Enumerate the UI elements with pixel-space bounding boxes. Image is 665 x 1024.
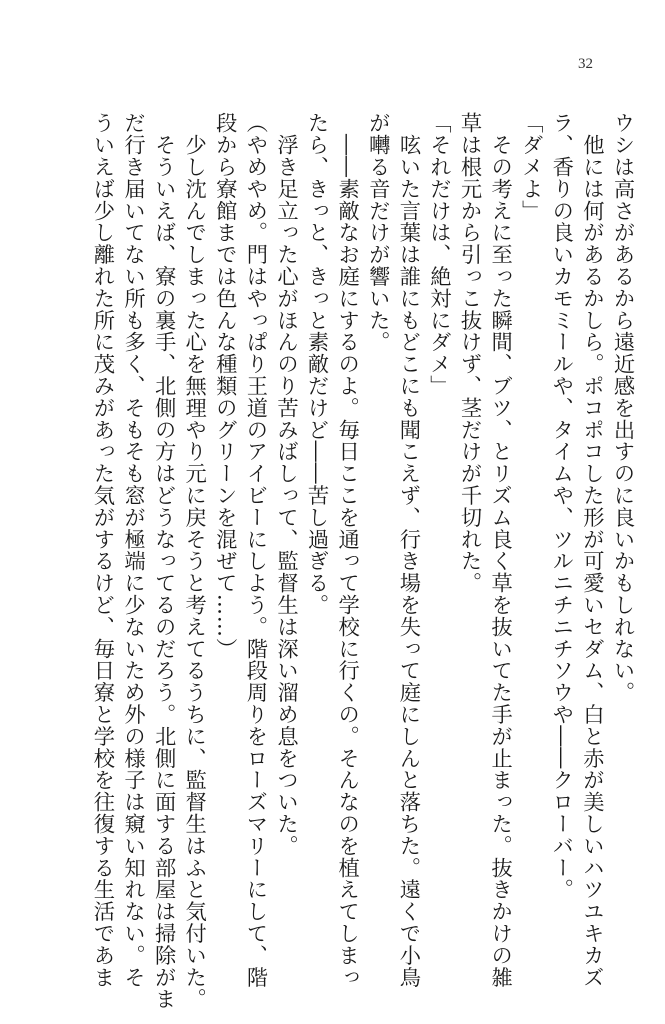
text-line-13: （やめやめ。門はやっぱり王道のアイビーにしよう。階段周りをローズマリーにして、階 bbox=[242, 112, 268, 988]
text-line-9: が囀る音だけが響いた。 bbox=[365, 112, 391, 353]
vertical-text-body bbox=[86, 112, 637, 1010]
text-line-3: ラ、香りの良いカモミールや、タイムや、ツルニチニチソウや――クローバー。 bbox=[548, 112, 574, 901]
page-number: 32 bbox=[578, 56, 593, 72]
text-line-17: だ行き届いてない所も多く、そもそも窓が極端に少ないため外の様子は窺い知れない。そ bbox=[120, 112, 146, 988]
text-line-14: 段から寮館までは色んな種類のグリーンを混ぜて……） bbox=[212, 112, 238, 660]
text-line-11: たら、きっと、きっと素敵だけど――苦し過ぎる。 bbox=[304, 112, 330, 616]
text-line-6: 草は根元から引っこ抜けず、茎だけが千切れた。 bbox=[457, 112, 483, 594]
text-line-4: 「ダメよ」 bbox=[518, 112, 544, 222]
text-line-5: その考えに至った瞬間、ブツ、とリズム良く草を抜いてた手が止まった。抜きかけの雑 bbox=[487, 112, 513, 988]
text-line-2: 他には何があるかしら。ポコポコした形が可愛いセダム、白と赤が美しいハツユキカズ bbox=[579, 112, 605, 988]
text-line-15: 少し沈んでしまった心を無理やり元に戻そうと考えてるうちに、監督生はふと気付いた。 bbox=[181, 112, 207, 1010]
text-line-12: 浮き足立った心がほんのり苦みばしって、監督生は深い溜め息をついた。 bbox=[273, 112, 299, 857]
text-line-1: ウシは高さがあるから遠近感を出すのに良いかもしれない。 bbox=[610, 112, 635, 704]
text-line-16: そういえば、寮の裏手、北側の方はどうなってるのだろう。北側に面する部屋は掃除がま bbox=[151, 112, 177, 1010]
text-line-7: 「それだけは、絶対にダメ」 bbox=[426, 112, 452, 397]
text-line-18: ういえば少し離れた所に茂みがあった気がするけど、毎日寮と学校を往復する生活であま bbox=[89, 112, 115, 988]
text-line-10: ――素敵なお庭にするのよ。毎日ここを通って学校に行くの。そんなのを植えてしまっ bbox=[334, 112, 360, 988]
text-line-8: 呟いた言葉は誰にもどこにも聞こえず、行き場を失って庭にしんと落ちた。遠くで小鳥 bbox=[395, 112, 421, 988]
